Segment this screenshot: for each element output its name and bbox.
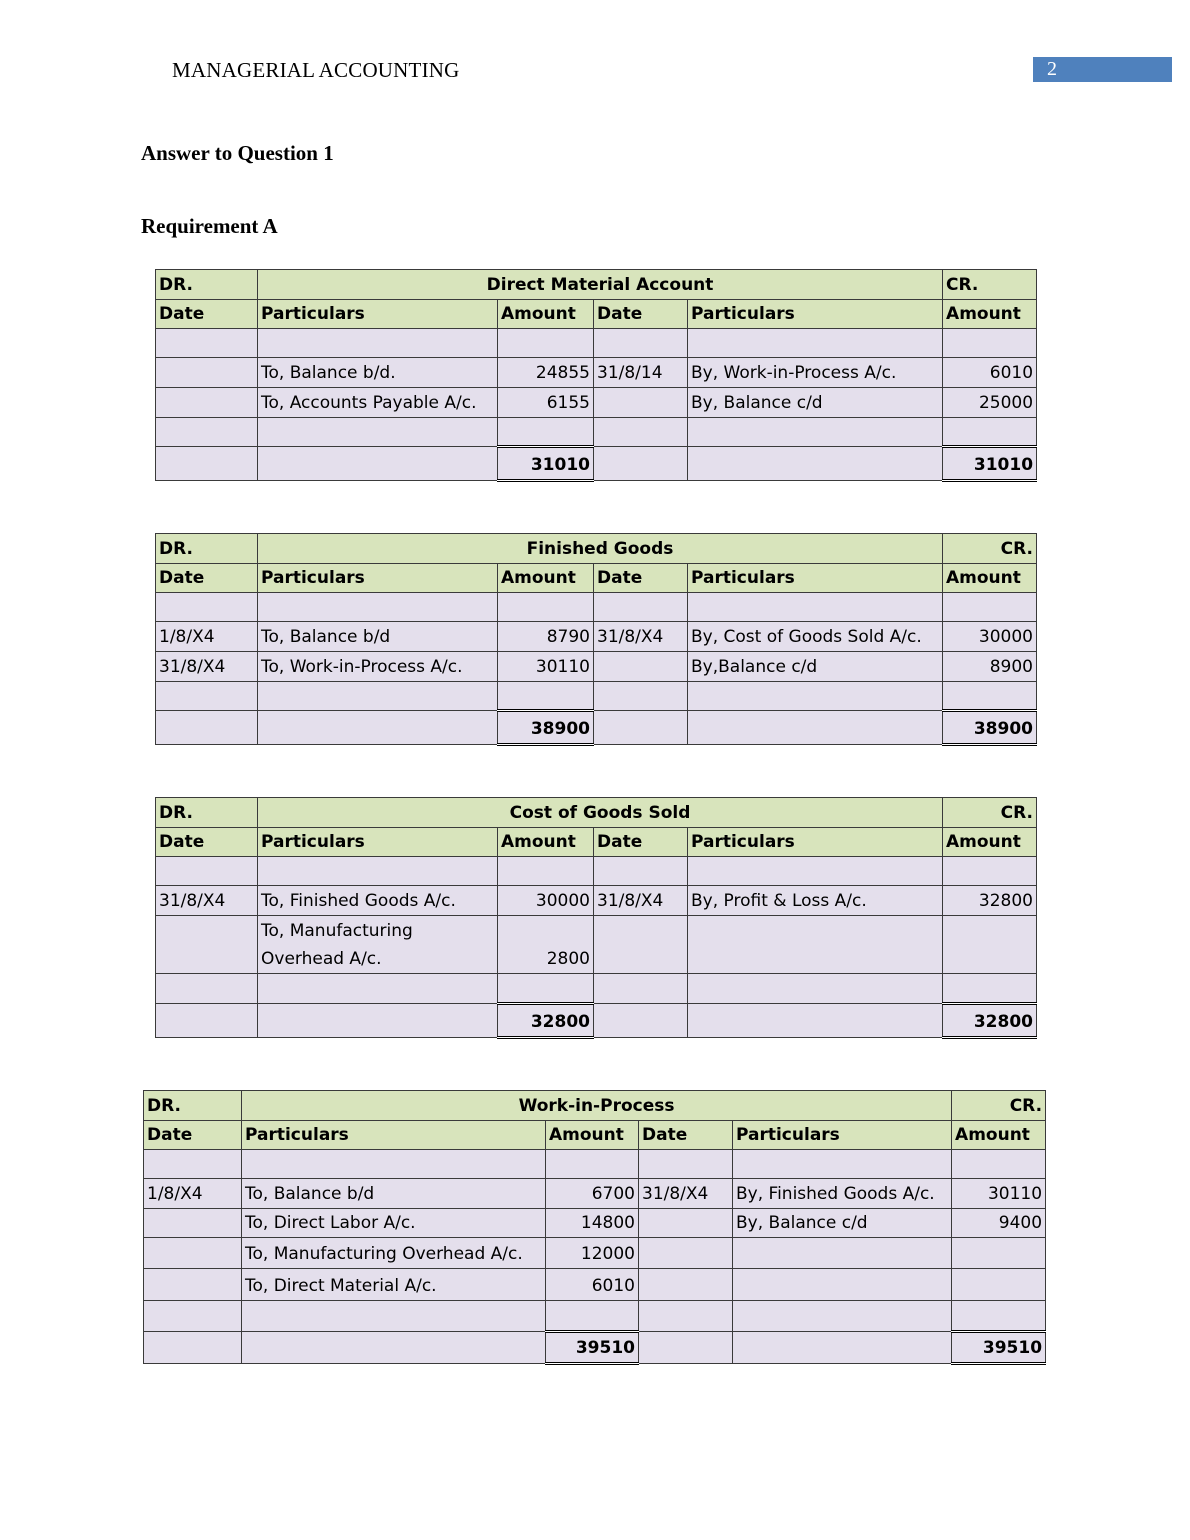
cr-amount: 30110 [952,1179,1046,1209]
dr-particulars: To, Balance b/d. [258,358,498,388]
cr-date [594,916,688,974]
cr-label: CR. [943,534,1037,564]
cost-of-goods-sold-ledger [155,797,1037,1039]
table-row [156,916,1037,974]
cr-total: 38900 [943,711,1037,745]
ledger-title: Cost of Goods Sold [258,798,943,828]
cr-particulars: By, Profit & Loss A/c. [688,886,943,916]
cr-date: 31/8/X4 [639,1179,733,1209]
col-amount: Amount [498,564,594,593]
col-particulars: Particulars [688,300,943,329]
dr-date [156,916,258,974]
dr-amount: 30000 [498,886,594,916]
dr-particulars: To, Balance b/d [258,622,498,652]
cr-date [639,1209,733,1238]
dr-particulars [258,916,498,974]
col-particulars: Particulars [242,1121,546,1150]
dr-amount: 8790 [498,622,594,652]
dr-amount: 2800 [498,916,594,974]
table-row [144,1238,1046,1269]
col-amount: Amount [943,828,1037,857]
dr-particulars: To, Direct Labor A/c. [242,1209,546,1238]
col-date: Date [594,828,688,857]
dr-amount: 6700 [546,1179,639,1209]
table-row [156,622,1037,652]
dr-date [156,358,258,388]
dr-particulars: To, Manufacturing Overhead A/c. [242,1238,546,1269]
requirement-heading: Requirement A [141,214,278,238]
dr-particulars: To, Finished Goods A/c. [258,886,498,916]
dr-particulars-line: To, Manufacturing [261,921,413,941]
cr-label: CR. [943,798,1037,828]
dr-particulars-line: Overhead A/c. [261,949,382,969]
dr-date: 1/8/X4 [144,1179,242,1209]
dr-date [144,1238,242,1269]
dr-amount: 14800 [546,1209,639,1238]
dr-total: 32800 [498,1004,594,1038]
col-date: Date [156,564,258,593]
dr-particulars: To, Accounts Payable A/c. [258,388,498,418]
col-date: Date [594,300,688,329]
work-in-process-ledger [143,1090,1046,1365]
col-particulars: Particulars [258,828,498,857]
col-amount: Amount [943,300,1037,329]
dr-date: 31/8/X4 [156,886,258,916]
dr-date [156,388,258,418]
ledger-title: Finished Goods [258,534,943,564]
cr-date: 31/8/14 [594,358,688,388]
cr-particulars: By, Balance c/d [688,388,943,418]
col-particulars: Particulars [258,564,498,593]
table-row [156,358,1037,388]
cr-date [594,388,688,418]
col-amount: Amount [498,300,594,329]
cr-amount: 6010 [943,358,1037,388]
cr-label: CR. [943,270,1037,300]
col-particulars: Particulars [733,1121,952,1150]
dr-date: 31/8/X4 [156,652,258,682]
total-row [144,1332,1046,1364]
dr-date [144,1209,242,1238]
cr-amount: 8900 [943,652,1037,682]
cr-date: 31/8/X4 [594,622,688,652]
cr-total: 39510 [952,1332,1046,1364]
cr-particulars: By, Finished Goods A/c. [733,1179,952,1209]
dr-amount: 12000 [546,1238,639,1269]
cr-particulars [688,916,943,974]
dr-particulars: To, Work-in-Process A/c. [258,652,498,682]
cr-amount: 32800 [943,886,1037,916]
cr-amount [943,916,1037,974]
cr-amount: 30000 [943,622,1037,652]
cr-date [594,652,688,682]
dr-total: 39510 [546,1332,639,1364]
col-particulars: Particulars [688,828,943,857]
cr-date [639,1238,733,1269]
table-row [156,388,1037,418]
dr-total: 38900 [498,711,594,745]
cr-total: 32800 [943,1004,1037,1038]
dr-label: DR. [156,534,258,564]
dr-label: DR. [144,1091,242,1121]
dr-date: 1/8/X4 [156,622,258,652]
col-date: Date [594,564,688,593]
dr-total: 31010 [498,447,594,481]
col-amount: Amount [546,1121,639,1150]
col-date: Date [156,300,258,329]
cr-amount: 9400 [952,1209,1046,1238]
finished-goods-ledger [155,533,1037,746]
cr-particulars: By, Cost of Goods Sold A/c. [688,622,943,652]
col-amount: Amount [952,1121,1046,1150]
dr-amount: 6010 [546,1269,639,1301]
table-row [144,1179,1046,1209]
total-row [156,447,1037,481]
dr-amount: 6155 [498,388,594,418]
table-row [144,1209,1046,1238]
cr-date [639,1269,733,1301]
cr-particulars: By, Work-in-Process A/c. [688,358,943,388]
col-particulars: Particulars [258,300,498,329]
dr-amount: 24855 [498,358,594,388]
page-number: 2 [1033,57,1172,82]
running-header-title: MANAGERIAL ACCOUNTING [172,58,460,82]
cr-label: CR. [952,1091,1046,1121]
cr-amount [952,1238,1046,1269]
answer-heading: Answer to Question 1 [141,141,334,165]
col-amount: Amount [943,564,1037,593]
table-row [156,886,1037,916]
col-particulars: Particulars [688,564,943,593]
dr-label: DR. [156,270,258,300]
table-row [156,652,1037,682]
table-row [144,1269,1046,1301]
ledger-title: Direct Material Account [258,270,943,300]
total-row [156,711,1037,745]
cr-amount [952,1269,1046,1301]
cr-amount: 25000 [943,388,1037,418]
col-date: Date [639,1121,733,1150]
dr-particulars: To, Balance b/d [242,1179,546,1209]
col-date: Date [144,1121,242,1150]
cr-total: 31010 [943,447,1037,481]
cr-particulars [733,1238,952,1269]
dr-particulars: To, Direct Material A/c. [242,1269,546,1301]
col-amount: Amount [498,828,594,857]
direct-material-ledger [155,269,1037,482]
cr-particulars [733,1269,952,1301]
col-date: Date [156,828,258,857]
cr-date: 31/8/X4 [594,886,688,916]
cr-particulars: By, Balance c/d [733,1209,952,1238]
dr-amount: 30110 [498,652,594,682]
total-row [156,1004,1037,1038]
dr-date [144,1269,242,1301]
dr-label: DR. [156,798,258,828]
cr-particulars: By,Balance c/d [688,652,943,682]
ledger-title: Work-in-Process [242,1091,952,1121]
